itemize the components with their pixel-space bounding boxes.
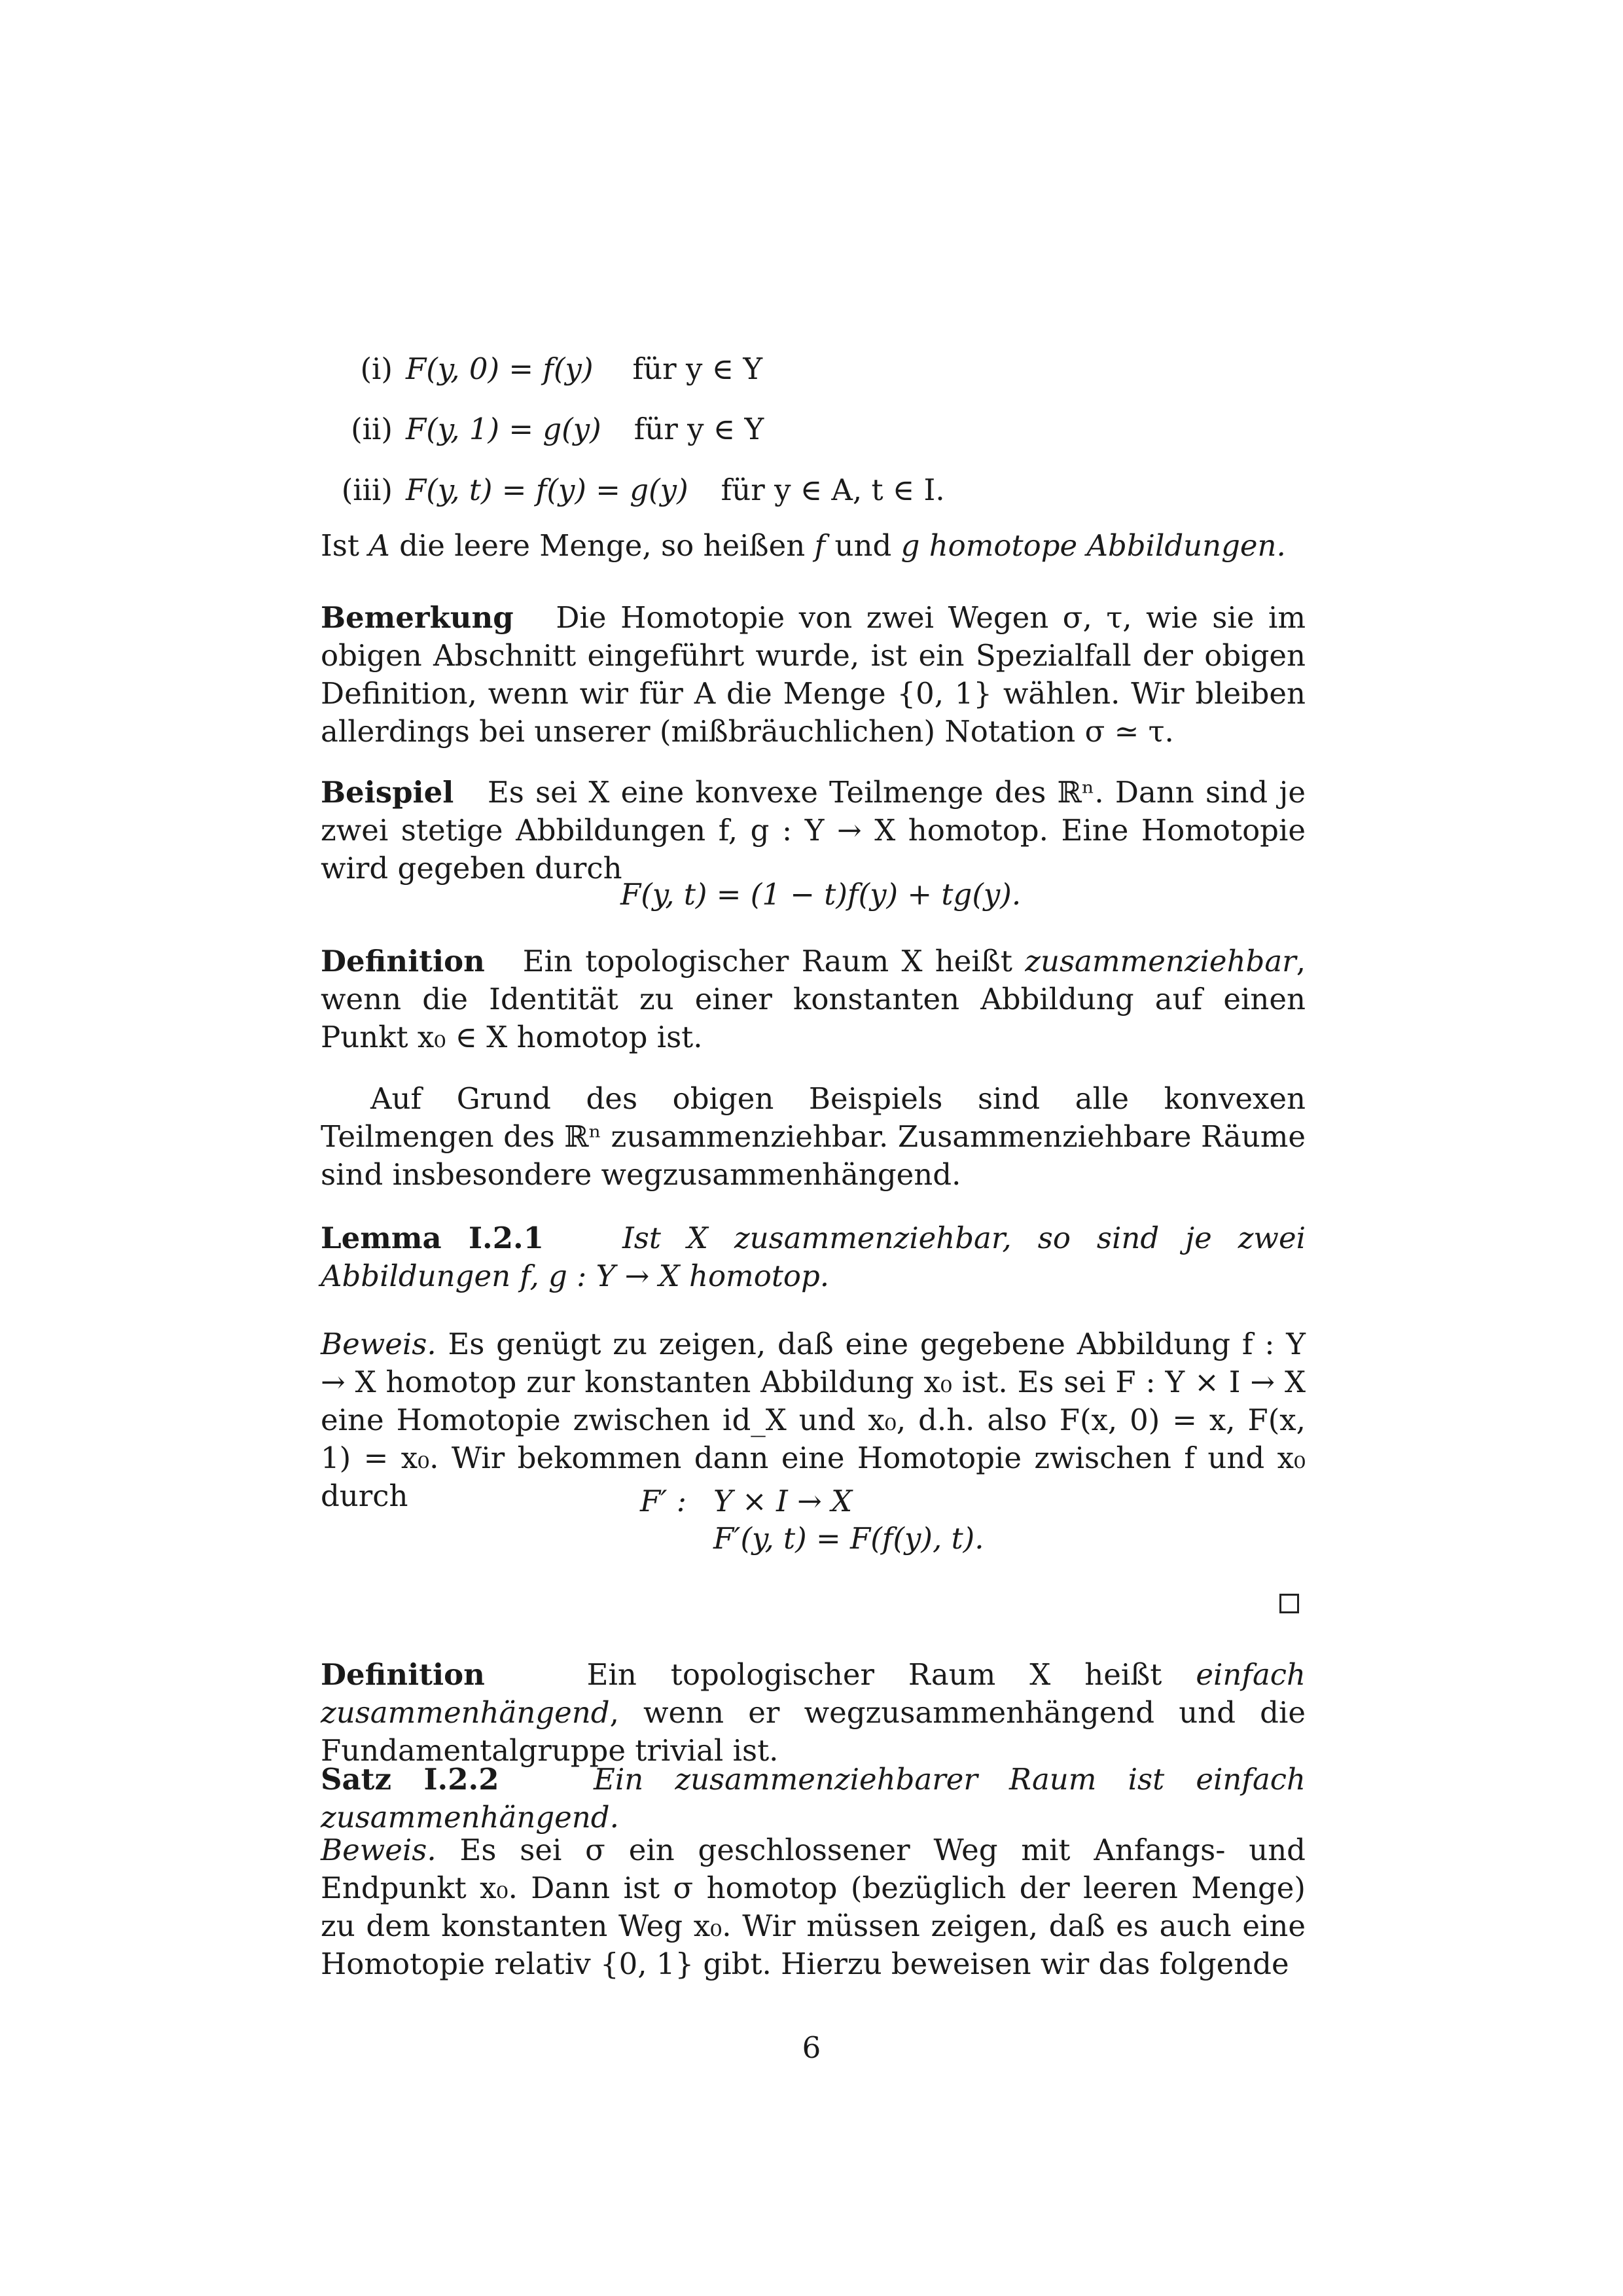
defined-term: einfach zusammenhängend	[321, 1657, 1306, 1730]
defined-term: zusammenziehbar	[1025, 944, 1296, 978]
remark-text: Die Homotopie von zwei Wegen σ, τ, wie sie im obigen Abschnitt eingeführt wurde, ist ein Spezialfall der obigen Definition, wenn wir für A die Menge {0, 1} wählen. Wir bleiben allerdings bei unserer (mißbräuchlichen) Notation σ ≃ τ.	[321, 600, 1306, 749]
emphasized-term: homotope Abbildungen.	[929, 528, 1286, 563]
proof-equation-name: F′ :	[640, 1484, 687, 1518]
example-heading: Beispiel	[321, 775, 454, 810]
definition-contractible: Definition Ein topologischer Raum X heißt zusammenziehbar, wenn die Identität zu einer konstanten Abbildung auf einen Punkt x₀ ∈ X homotop ist.	[321, 944, 1306, 1054]
condition-equation: F(y, 1) = g(y)	[406, 412, 601, 446]
proof-theorem-paragraph	[321, 1831, 1306, 1983]
condition-text: für y ∈ Y	[632, 351, 763, 386]
definition-simply-connected: Definition Ein topologischer Raum X heißt einfach zusammenhängend, wenn er wegzusammenhängend und die Fundamentalgruppe trivial ist.	[321, 1657, 1306, 1768]
lemma-paragraph	[321, 1219, 1306, 1295]
proof-text: Es sei σ ein geschlossener Weg mit Anfangs- und Endpunkt x₀. Dann ist σ homotop (bezüglich der leeren Menge) zu dem konstanten Weg x₀. Wir müssen zeigen, daß es auch eine Homotopie relativ {0, 1} gibt. Hierzu beweisen wir das folgende	[321, 1833, 1306, 1981]
condition-item	[321, 350, 762, 388]
lemma-statement: Ist X zusammenziehbar, so sind je zwei Abbildungen f, g : Y → X homotop.	[321, 1221, 1306, 1293]
condition-equation: F(y, t) = f(y) = g(y)	[406, 473, 688, 507]
qed-box-icon	[1279, 1594, 1299, 1613]
definition-heading: Definition	[321, 1657, 485, 1692]
example-equation: F(y, t) = (1 − t)f(y) + tg(y).	[620, 877, 1022, 912]
condition-item	[321, 471, 945, 509]
homotope-maps-paragraph: Ist A die leere Menge, so heißen f und g homotope Abbildungen.	[321, 528, 1286, 563]
example-paragraph	[321, 774, 1306, 888]
condition-text: für y ∈ A, t ∈ I.	[721, 473, 945, 507]
condition-text: für y ∈ Y	[633, 412, 764, 446]
theorem-paragraph	[321, 1761, 1306, 1837]
condition-label: (i)	[360, 351, 393, 386]
page-number: 6	[802, 2030, 821, 2065]
example-text: Es sei X eine konvexe Teilmenge des ℝⁿ. Dann sind je zwei stetige Abbildungen f, g : Y → X homotop. Eine Homotopie wird gegeben durch	[321, 775, 1306, 886]
proof-equation-line1: Y × I → X	[713, 1484, 853, 1518]
remark-paragraph	[321, 599, 1306, 751]
proof-equation-line2: F′(y, t) = F(f(y), t).	[713, 1521, 984, 1556]
contractible-remark-paragraph: Auf Grund des obigen Beispiels sind alle konvexen Teilmengen des ℝⁿ zusammenziehbar. Zusammenziehbare Räume sind insbesondere wegzusammenhängend.	[321, 1081, 1306, 1192]
proof-heading: Beweis.	[321, 1327, 437, 1361]
proof-text: Es genügt zu zeigen, daß eine gegebene Abbildung f : Y → X homotop zur konstanten Abbildung x₀ ist. Es sei F : Y × I → X eine Homotopie zwischen id_X und x₀, d.h. also F(x, 0) = x, F(x, 1) = x₀. Wir bekommen dann eine Homotopie zwischen f und x₀ durch	[321, 1327, 1306, 1513]
definition-heading: Definition	[321, 944, 485, 978]
condition-equation: F(y, 0) = f(y)	[406, 351, 594, 386]
condition-item	[321, 410, 764, 448]
theorem-statement: Ein zusammenziehbarer Raum ist einfach zusammenhängend.	[321, 1762, 1306, 1835]
condition-label: (iii)	[341, 473, 393, 507]
condition-label: (ii)	[351, 412, 393, 446]
lemma-heading: Lemma I.2.1	[321, 1221, 544, 1255]
proof-heading: Beweis.	[321, 1833, 437, 1867]
theorem-heading: Satz I.2.2	[321, 1762, 499, 1797]
remark-heading: Bemerkung	[321, 600, 514, 635]
